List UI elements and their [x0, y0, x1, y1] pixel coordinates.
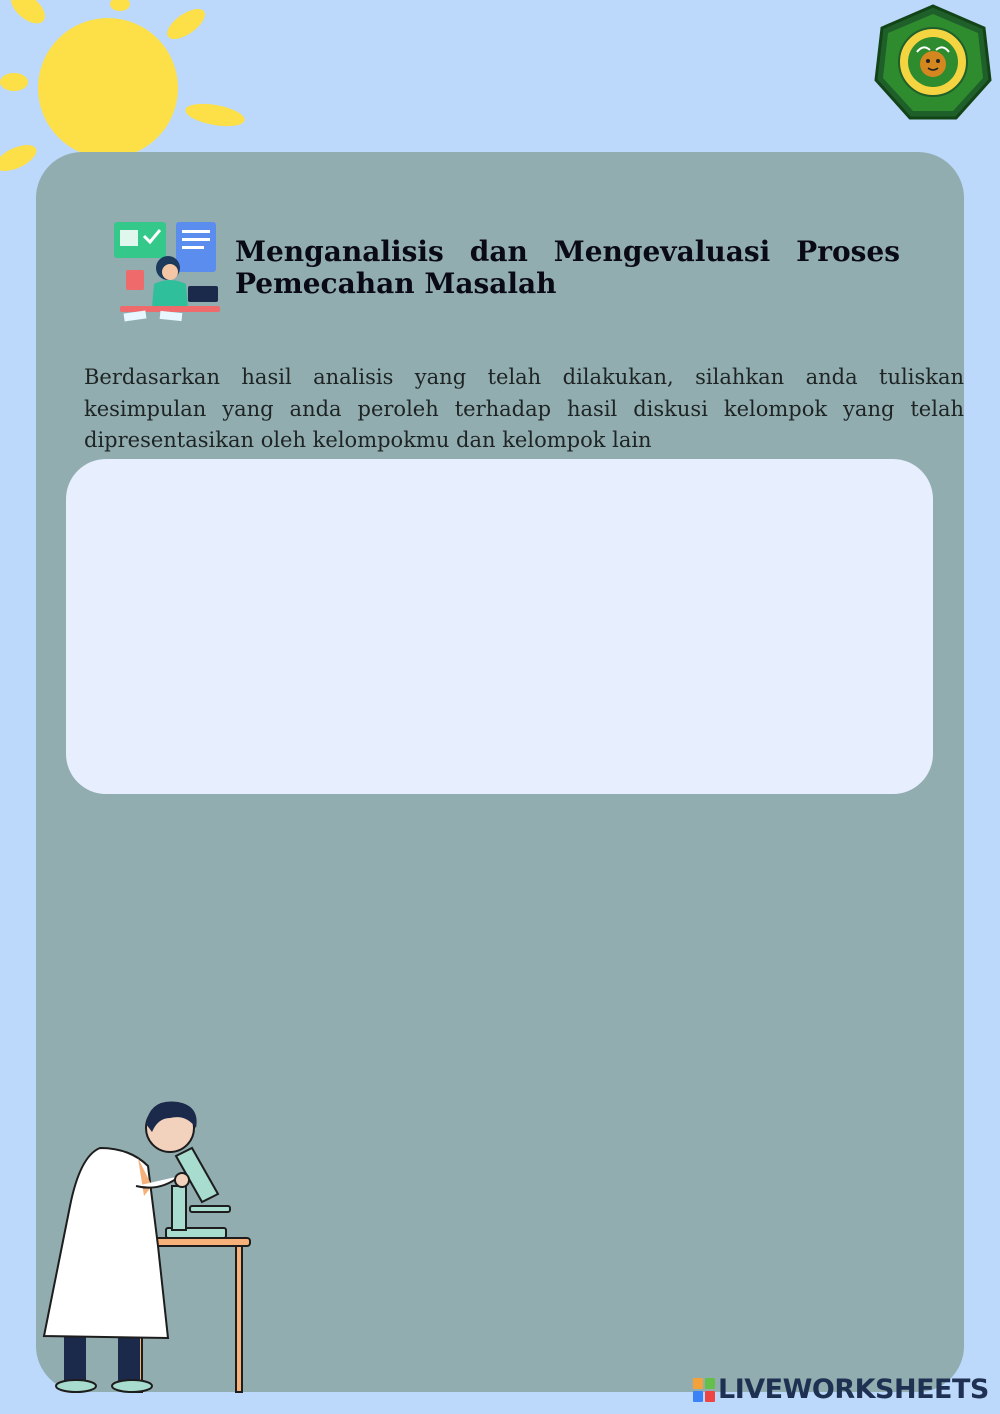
- university-logo-icon: [872, 4, 994, 124]
- instruction-text: Berdasarkan hasil analisis yang telah dilakukan, silahkan anda tuliskan kesimpulan yang anda peroleh terhadap hasil diskusi kelompok yang telah dipresentasikan oleh kelompokmu dan kelompok lain: [84, 365, 964, 452]
- liveworksheets-logo-icon: [693, 1378, 715, 1402]
- brand-name: LIVEWORKSHEETS: [718, 1374, 989, 1405]
- answer-textbox[interactable]: [66, 459, 933, 794]
- liveworksheets-branding: [693, 1374, 989, 1406]
- worksheet-title: Menganalisis dan Mengevaluasi Proses Pemecahan Masalah: [235, 235, 900, 300]
- student-laptop-illustration: [110, 218, 230, 324]
- scientist-microscope-illustration: [40, 1096, 260, 1396]
